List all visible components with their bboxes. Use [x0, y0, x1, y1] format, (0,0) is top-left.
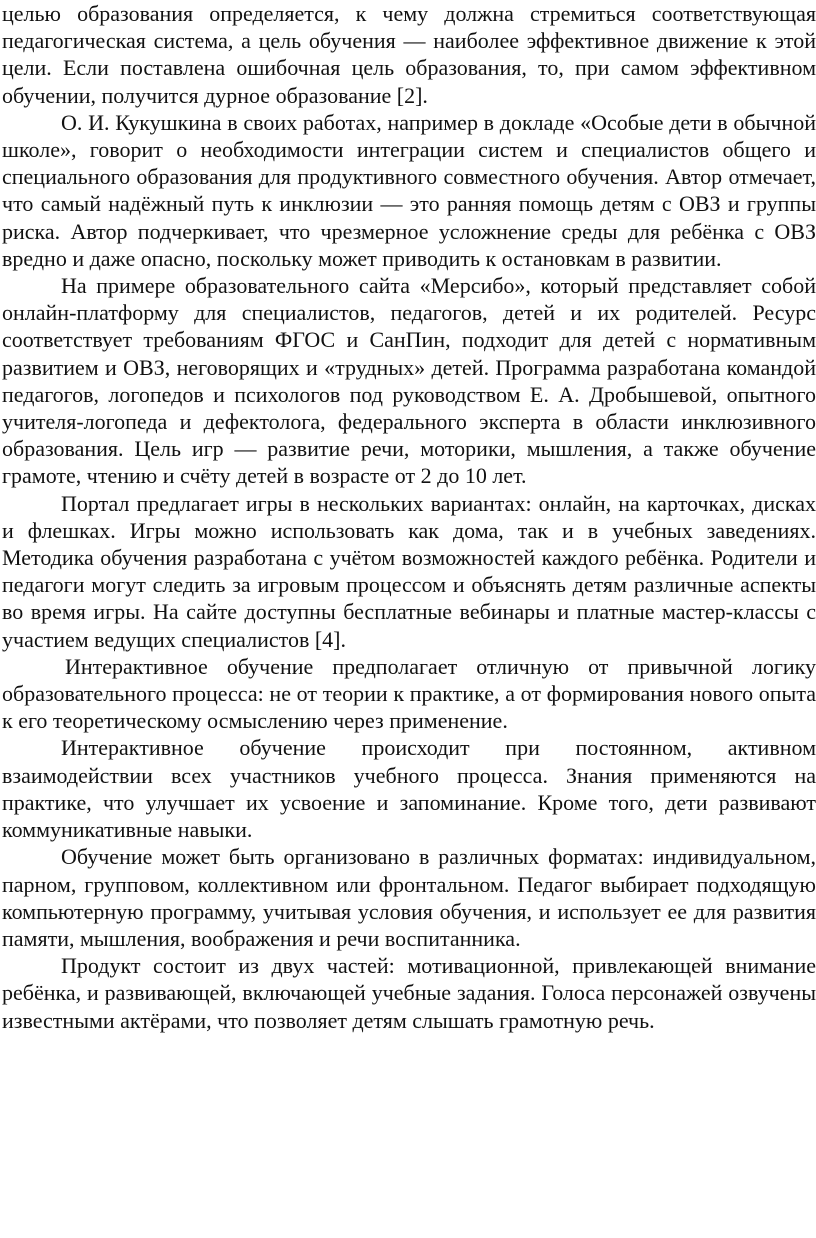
paragraph-7: Обучение может быть организовано в различных форматах: индивидуальном, парном, групповом, коллективном или фронтальном. Педагог выбирает подходящую компьютерную программу, учитывая условия обучения, и использует ее для развития памяти, мышления, воображения и речи воспитанника.: [2, 844, 816, 951]
paragraph-4: Портал предлагает игры в нескольких вариантах: онлайн, на карточках, дисках и флешках. Игры можно использовать как дома, так и в учебных заведениях. Методика обучения разработана с учётом возможностей каждого ребёнка. Родители и педагоги могут следить за игровым процессом и объяснять детям различные аспекты во время игры. На сайте доступны бесплатные вебинары и платные мастер-классы с участием ведущих специалистов [4].: [2, 490, 816, 652]
paragraph-8: Продукт состоит из двух частей: мотивационной, привлекающей внимание ребёнка, и развивающей, включающей учебные задания. Голоса персонажей озвучены известными актёрами, что позволяет детям слышать грамотную речь.: [2, 953, 816, 1033]
paragraph-1: целью образования определяется, к чему должна стремиться соответствующая педагогическая система, а цель обучения — наиболее эффективное движение к этой цели. Если поставлена ошибочная цель образования, то, при самом эффективном обучении, получится дурное образование [2].: [2, 1, 816, 108]
paragraph-5: Интерактивное обучение предполагает отличную от привычной логику образовательного процесса: не от теории к практике, а от формирования нового опыта к его теоретическому осмыслению через применение.: [2, 653, 816, 734]
paragraph-2: О. И. Кукушкина в своих работах, например в докладе «Особые дети в обычной школе», говорит о необходимости интеграции систем и специалистов общего и специального образования для продуктивного совместного обучения. Автор отмечает, что самый надёжный путь к инклюзии — это ранняя помощь детям с ОВЗ и группы риска. Автор подчеркивает, что чрезмерное усложнение среды для ребёнка с ОВЗ вредно и даже опасно, поскольку может приводить к остановкам в развитии.: [2, 109, 816, 271]
paragraph-6: Интерактивное обучение происходит при постоянном, активном взаимодействии всех участников учебного процесса. Знания применяются на практике, что улучшает их усвоение и запоминание. Кроме того, дети развивают коммуникативные навыки.: [2, 735, 816, 843]
paragraph-3: На примере образовательного сайта «Мерсибо», который представляет собой онлайн-платформу для специалистов, педагогов, детей и их родителей. Ресурс соответствует требованиям ФГОС и СанПин, подходит для детей с нормативным развитием и ОВЗ, неговорящих и «трудных» детей. Программа разработана командой педагогов, логопедов и психологов под руководством Е. А. Дробышевой, опытного учителя-логопеда и дефектолога, федерального эксперта в области инклюзивного образования. Цель игр — развитие речи, моторики, мышления, а также обучение грамоте, чтению и счёту детей в возрасте от 2 до 10 лет.: [2, 273, 816, 489]
